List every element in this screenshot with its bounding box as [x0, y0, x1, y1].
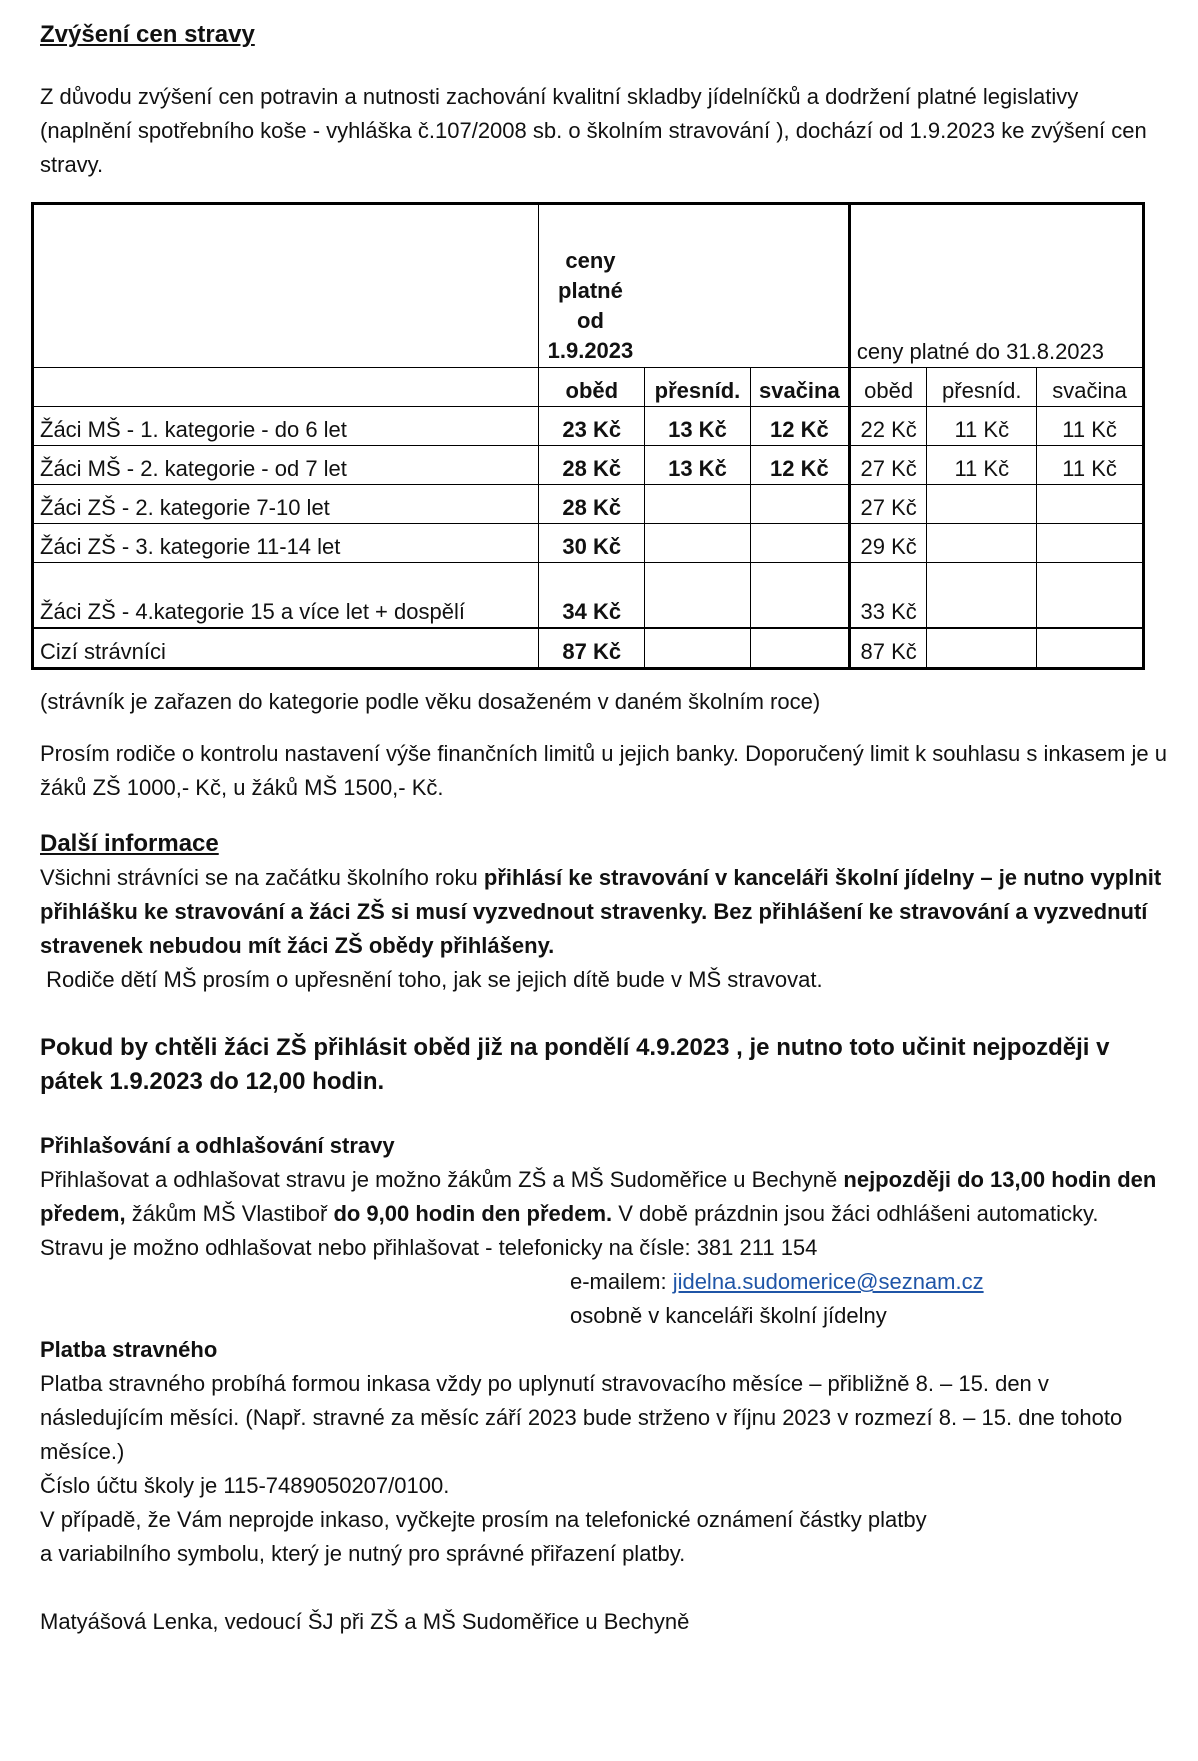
row-new-presnid: 13 Kč	[645, 446, 751, 485]
payment-account: Číslo účtu školy je 115-7489050207/0100.	[40, 1473, 450, 1498]
deadline-notice: Pokud by chtěli žáci ZŠ přihlásit oběd již na pondělí 4.9.2023 , je nutno toto učinit nejpozději v pátek 1.9.2023 do 12,00 hodin.	[40, 1034, 1110, 1095]
email-label: e-mailem:	[570, 1269, 673, 1294]
ordering-text-3: V době prázdnin jsou žáci odhlášeni automaticky.	[612, 1201, 1099, 1226]
row-old-obed: 22 Kč	[849, 407, 926, 446]
row-old-svacina	[1037, 563, 1144, 629]
row-new-obed: 30 Kč	[539, 524, 645, 563]
row-new-obed: 23 Kč	[539, 407, 645, 446]
table-header-row	[33, 204, 1144, 368]
table-row	[33, 407, 1144, 446]
row-label: Žáci MŠ - 2. kategorie - od 7 let	[33, 446, 539, 485]
table-row	[33, 485, 1144, 524]
ordering-email-line	[40, 1265, 1170, 1299]
further-info-heading: Další informace	[40, 830, 219, 857]
col-obed-old: oběd	[849, 368, 926, 407]
header-new-line: ceny	[565, 248, 616, 273]
header-empty-cell	[33, 204, 539, 368]
ordering-text	[40, 1163, 1170, 1231]
payment-inkaso-2: a variabilního symbolu, který je nutný pro správné přiřazení platby.	[40, 1541, 686, 1566]
row-new-presnid: 13 Kč	[645, 407, 751, 446]
intro-paragraph: Z důvodu zvýšení cen potravin a nutnosti zachování kvalitní skladby jídelníčků a dodržení platné legislativy (naplnění spotřebního koše - vyhláška č.107/2008 sb. o školním stravování ), dochází od 1.9.2023 ke zvýšení cen stravy.	[40, 84, 1147, 177]
row-old-presnid: 11 Kč	[927, 446, 1037, 485]
table-row	[33, 563, 1144, 629]
row-new-obed: 87 Kč	[539, 628, 645, 669]
row-label: Žáci ZŠ - 4.kategorie 15 a více let + dospělí	[33, 563, 539, 629]
row-new-svacina	[750, 524, 849, 563]
header-new-prices-text	[545, 246, 635, 366]
row-old-svacina	[1037, 524, 1144, 563]
row-old-presnid	[927, 485, 1037, 524]
row-old-obed: 27 Kč	[849, 485, 926, 524]
bank-limits-paragraph: Prosím rodiče o kontrolu nastavení výše finančních limitů u jejich banky. Doporučený limit k souhlasu s inkasem je u žáků ZŠ 1000,- Kč, u žáků MŠ 1500,- Kč.	[40, 741, 1168, 800]
after-table-section	[40, 685, 1170, 1639]
row-new-presnid	[645, 563, 751, 629]
row-label: Žáci MŠ - 1. kategorie - do 6 let	[33, 407, 539, 446]
header-new-line: od	[577, 308, 604, 333]
ordering-phone: Stravu je možno odhlašovat nebo přihlašovat - telefonicky na čísle: 381 211 154	[40, 1235, 818, 1260]
row-old-presnid	[927, 628, 1037, 669]
row-new-obed: 28 Kč	[539, 446, 645, 485]
row-new-svacina	[750, 485, 849, 524]
ms-parents-note: Rodiče dětí MŠ prosím o upřesnění toho, jak se jejich dítě bude v MŠ stravovat.	[40, 967, 823, 992]
subheader-empty-cell	[33, 368, 539, 407]
row-old-svacina: 11 Kč	[1037, 407, 1144, 446]
row-old-obed: 29 Kč	[849, 524, 926, 563]
ordering-text-1: Přihlašovat a odhlašovat stravu je možno žákům ZŠ a MŠ Sudoměřice u Bechyně	[40, 1167, 844, 1192]
ordering-deadline-1: nejpozději do 13,00 hodin den předem,	[40, 1167, 1157, 1226]
ordering-deadline-2: do 9,00 hodin den předem.	[333, 1201, 613, 1226]
payment-inkaso-1: V případě, že Vám neprojde inkaso, vyčkejte prosím na telefonické oznámení částky platby	[40, 1507, 927, 1532]
table-subheader-row	[33, 368, 1144, 407]
payment-text: Platba stravného probíhá formou inkasa vždy po uplynutí stravovacího měsíce – přibližně 8. – 15. den v následujícím měsíci. (Např. stravné za měsíc září 2023 bude strženo v říjnu 2023 v rozmezí 8. – 15. dne tohoto měsíce.)	[40, 1371, 1123, 1464]
row-new-presnid	[645, 628, 751, 669]
category-note: (strávník je zařazen do kategorie podle věku dosaženém v daném školním roce)	[40, 689, 821, 714]
row-new-svacina	[750, 628, 849, 669]
col-svacina-old: svačina	[1037, 368, 1144, 407]
table-row	[33, 524, 1144, 563]
row-new-presnid	[645, 485, 751, 524]
page-title: Zvýšení cen stravy	[40, 21, 255, 48]
header-new-prices	[539, 204, 849, 368]
header-old-prices: ceny platné do 31.8.2023	[849, 204, 1143, 368]
row-old-obed: 33 Kč	[849, 563, 926, 629]
email-link[interactable]: jidelna.sudomerice@seznam.cz	[672, 1269, 984, 1294]
col-presnid-old: přesníd.	[927, 368, 1037, 407]
row-new-svacina	[750, 563, 849, 629]
further-info-text-plain: Všichni strávníci se na začátku školního roku	[40, 865, 484, 890]
row-old-presnid	[927, 524, 1037, 563]
payment-section	[40, 1333, 1170, 1571]
row-new-svacina: 12 Kč	[750, 446, 849, 485]
price-table	[31, 202, 1145, 670]
row-new-presnid	[645, 524, 751, 563]
col-obed-new: oběd	[539, 368, 645, 407]
row-label: Žáci ZŠ - 3. kategorie 11-14 let	[33, 524, 539, 563]
row-old-obed: 27 Kč	[849, 446, 926, 485]
payment-heading: Platba stravného	[40, 1337, 218, 1362]
row-new-obed: 28 Kč	[539, 485, 645, 524]
signature: Matyášová Lenka, vedoucí ŠJ při ZŠ a MŠ Sudoměřice u Bechyně	[40, 1609, 690, 1634]
table-row	[33, 446, 1144, 485]
ordering-heading: Přihlašování a odhlašování stravy	[40, 1133, 395, 1158]
header-new-line: 1.9.2023	[547, 338, 634, 363]
row-old-svacina	[1037, 485, 1144, 524]
col-presnid-new: přesníd.	[645, 368, 751, 407]
ordering-in-person: osobně v kanceláři školní jídelny	[570, 1303, 887, 1328]
ordering-text-2: žákům MŠ Vlastiboř	[125, 1201, 334, 1226]
row-old-svacina	[1037, 628, 1144, 669]
further-info-section	[40, 827, 1170, 997]
ordering-section	[40, 1129, 1170, 1333]
row-old-presnid: 11 Kč	[927, 407, 1037, 446]
row-label: Žáci ZŠ - 2. kategorie 7-10 let	[33, 485, 539, 524]
further-info-text-bold: přihlásí ke stravování v kanceláři školní jídelny – je nutno vyplnit přihlášku ke stravování a žáci ZŠ si musí vyzvednout stravenky. Bez přihlášení ke stravování a vyzvednutí stravenek nebudou mít žáci ZŠ obědy přihlášeny.	[40, 865, 1162, 958]
table-row	[33, 628, 1144, 669]
row-old-presnid	[927, 563, 1037, 629]
row-old-obed: 87 Kč	[849, 628, 926, 669]
header-new-line: platné	[558, 278, 623, 303]
row-new-svacina: 12 Kč	[750, 407, 849, 446]
col-svacina-new: svačina	[750, 368, 849, 407]
row-new-obed: 34 Kč	[539, 563, 645, 629]
document-page	[40, 10, 1170, 1634]
further-info-text	[40, 861, 1170, 963]
row-label: Cizí strávníci	[33, 628, 539, 669]
row-old-svacina: 11 Kč	[1037, 446, 1144, 485]
